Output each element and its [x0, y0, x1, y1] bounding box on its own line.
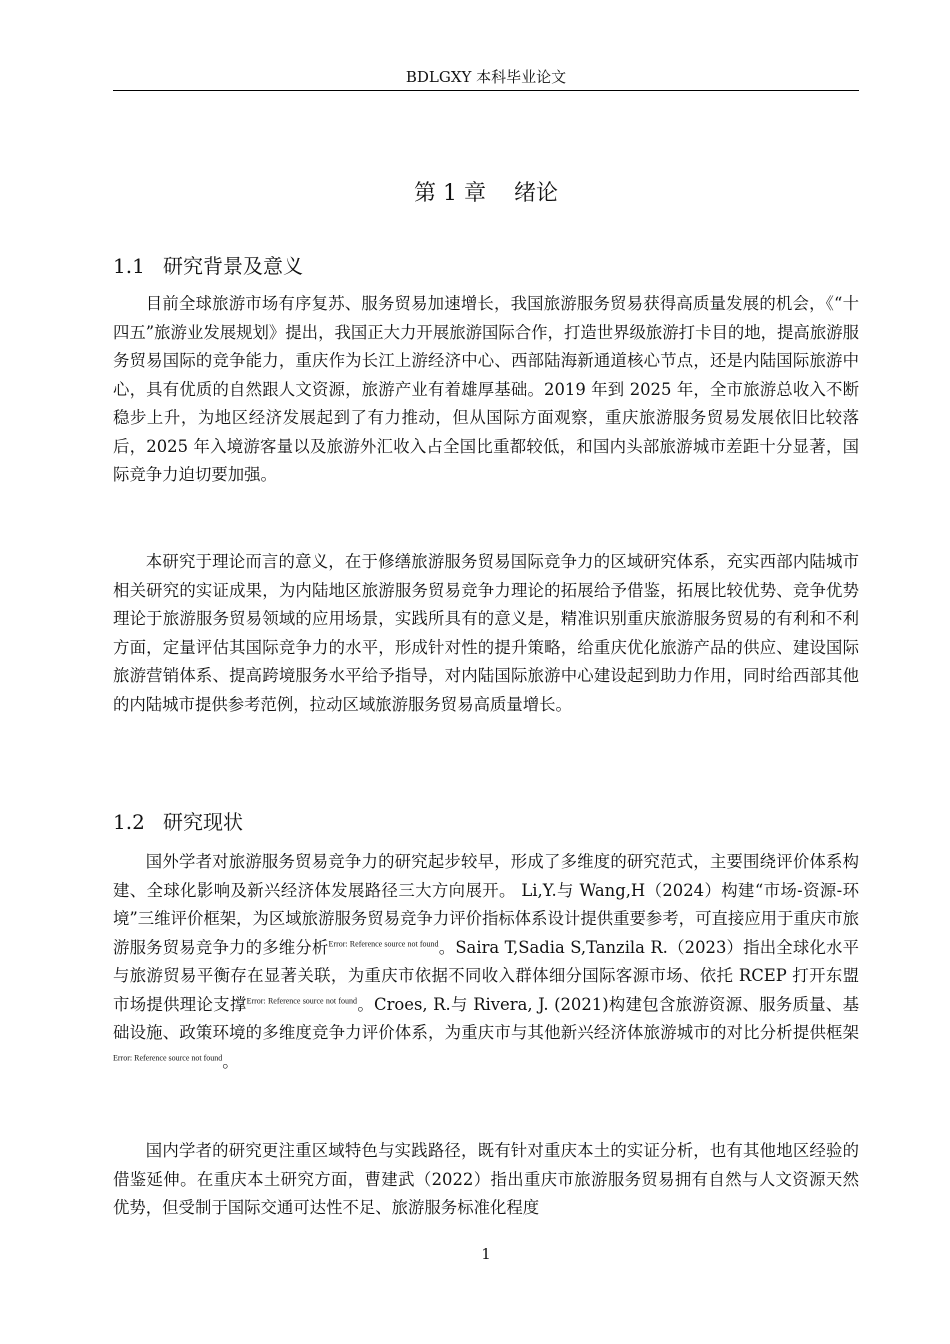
- paragraph-text: 。Saira T,Sadia S,Tanzila R.（2023）指出全球化水平与旅游贸易平衡存在显著关联，为重庆市依据不同收入群体细分国际客源市场、依托 RCEP 打开东盟市场提供理论支撑: [113, 937, 859, 1014]
- paragraph-foreign-research: [113, 848, 859, 1076]
- paragraph-text: 。Croes, R.与 Rivera, J. (2021)构建包含旅游资源、服务质量、基础设施、政策环境的多维度竞争力评价体系，为重庆市与其他新兴经济体旅游城市的对比分析提供框架: [113, 994, 860, 1042]
- section-heading-1-2: [113, 807, 243, 837]
- section-title: 研究现状: [163, 810, 243, 834]
- paragraph-domestic-research: 国内学者的研究更注重区域特色与实践路径，既有针对重庆本土的实证分析，也有其他地区经验的借鉴延伸。在重庆本土研究方面，曹建武（2022）指出重庆市旅游服务贸易拥有自然与人文资源天然优势，但受制于国际交通可达性不足、旅游服务标准化程度: [113, 1141, 859, 1217]
- chapter-heading: [113, 178, 859, 210]
- running-header: BDLGXY 本科毕业论文: [405, 68, 567, 86]
- paragraph-text: 国外学者对旅游服务贸易竞争力的研究起步较早，形成了多维度的研究范式，主要围绕评价体系构建、全球化影响及新兴经济体发展路径三大方向展开。 Li,Y.与 Wang,H（2024）构建“市场-资源-环境”三维评价框架，为区域旅游服务贸易竞争力评价指标体系设计提供重要参考，可直接应用于重庆市旅游服务贸易竞争力的多维分析: [113, 852, 859, 957]
- reference-error: Error: Reference source not found: [328, 939, 439, 949]
- section-number: 1.2: [113, 810, 145, 834]
- paragraph-background: 目前全球旅游市场有序复苏、服务贸易加速增长，我国旅游服务贸易获得高质量发展的机会，《“十四五”旅游业发展规划》提出，我国正大力开展旅游国际合作，打造世界级旅游打卡目的地，提高旅游服务贸易国际的竞争能力，重庆作为长江上游经济中心、西部陆海新通道核心节点，还是内陆国际旅游中心，具有优质的自然跟人文资源，旅游产业有着雄厚基础。2019 年到 2025 年，全市旅游总收入不断稳步上升，为地区经济发展起到了有力推动，但从国际方面观察，重庆旅游服务贸易发展依旧比较落后，2025 年入境游客量以及旅游外汇收入占全国比重都较低，和国内头部旅游城市差距十分显著，国际竞争力迫切要加强。: [113, 294, 859, 484]
- paragraph-text: 。: [222, 1051, 239, 1071]
- paragraph-significance: 本研究于理论而言的意义，在于修缮旅游服务贸易国际竞争力的区域研究体系，充实西部内陆城市相关研究的实证成果，为内陆地区旅游服务贸易竞争力理论的拓展给予借鉴，拓展比较优势、竞争优势理论于旅游服务贸易领域的应用场景，实践所具有的意义是，精准识别重庆旅游服务贸易的有利和不利方面，定量评估其国际竞争力的水平，形成针对性的提升策略，给重庆优化旅游产品的供应、建设国际旅游营销体系、提高跨境服务水平给予指导，对内陆国际旅游中心建设起到助力作用，同时给西部其他的内陆城市提供参考范例，拉动区域旅游服务贸易高质量增长。: [113, 552, 859, 714]
- section-title: 研究背景及意义: [163, 254, 303, 278]
- section-heading-1-1: [113, 251, 303, 281]
- header-rule: [113, 90, 859, 91]
- chapter-number: 第 1 章: [414, 181, 486, 206]
- page-number: 1: [481, 1245, 491, 1263]
- reference-error: Error: Reference source not found: [113, 1053, 223, 1063]
- reference-error: Error: Reference source not found: [246, 996, 358, 1006]
- chapter-title: 绪论: [513, 181, 558, 206]
- section-number: 1.1: [113, 254, 145, 278]
